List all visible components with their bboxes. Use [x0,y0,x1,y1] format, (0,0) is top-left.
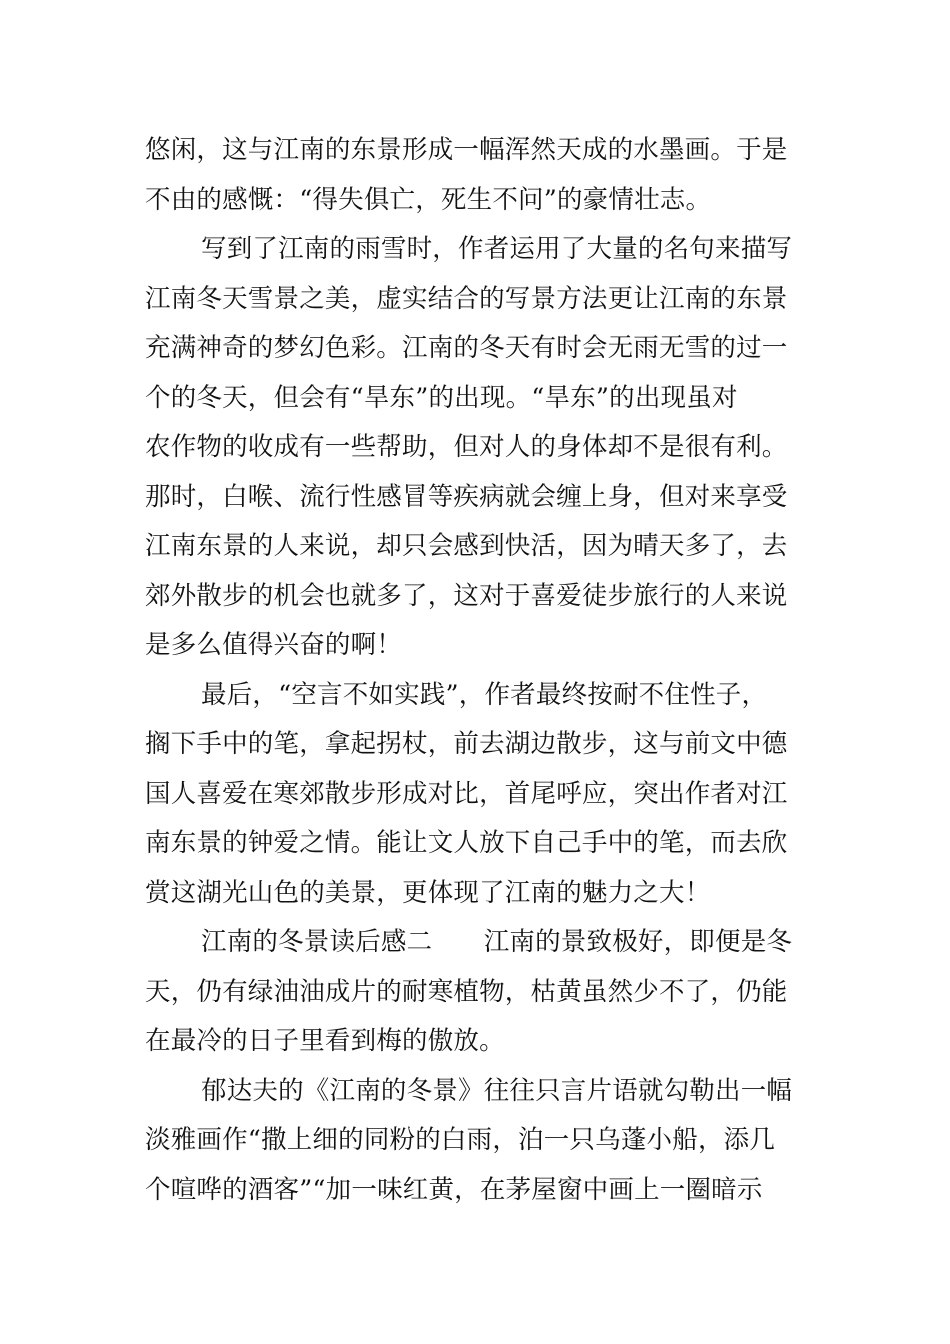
text-line: 个喧哗的酒客”“加一味红黄，在茅屋窗中画上一圈暗示 [145,1174,763,1205]
paragraph-start-line: 郁达夫的《江南的冬景》往往只言片语就勾勒出一幅 [201,1075,793,1106]
text-line: 江南东景的人来说，却只会感到快活，因为晴天多了，去 [145,531,788,561]
text-line: 搁下手中的笔，拿起拐杖，前去湖边散步，这与前文中德 [145,729,788,759]
text-line: 悠闲，这与江南的东景形成一幅浑然天成的水墨画。于是 [145,135,788,165]
text-line: 是多么值得兴奋的啊！ [145,630,403,660]
paragraph-start-line: 最后，“空言不如实践”，作者最终按耐不住性子， [201,679,768,710]
text-line: 农作物的收成有一些帮助，但对人的身体却不是很有利。 [145,432,788,462]
paragraph-start-line: 江南的冬景读后感二 江南的景致极好，即便是冬 [201,927,793,957]
text-line: 国人喜爱在寒郊散步形成对比，首尾呼应，突出作者对江 [145,778,788,809]
text-line: 郊外散步的机会也就多了，这对于喜爱徒步旅行的人来说 [145,580,788,611]
text-line: 江南冬天雪景之美，虚实结合的写景方法更让江南的东景 [145,283,788,314]
text-line: 南东景的钟爱之情。能让文人放下自己手中的笔，而去欣 [145,828,788,858]
document-page [145,126,805,1215]
text-line: 天，仍有绿油油成片的耐寒植物，枯黄虽然少不了，仍能 [145,976,788,1007]
text-line: 不由的感慨：“得失俱亡，死生不问”的豪情壮志。 [145,184,712,215]
text-line: 淡雅画作“撒上细的同粉的白雨，泊一只乌蓬小船，添几 [145,1125,776,1155]
text-line: 赏这湖光山色的美景，更体现了江南的魅力之大！ [145,877,711,908]
text-line: 那时，白喉、流行性感冒等疾病就会缠上身，但对来享受 [145,481,788,512]
text-line: 充满神奇的梦幻色彩。江南的冬天有时会无雨无雪的过一 [145,333,788,363]
paragraph-start-line: 写到了江南的雨雪时，作者运用了大量的名句来描写 [201,234,793,264]
text-line: 个的冬天，但会有“旱东”的出现。“旱东”的出现虽对 [145,382,738,413]
text-line: 在最冷的日子里看到梅的傲放。 [145,1026,505,1056]
